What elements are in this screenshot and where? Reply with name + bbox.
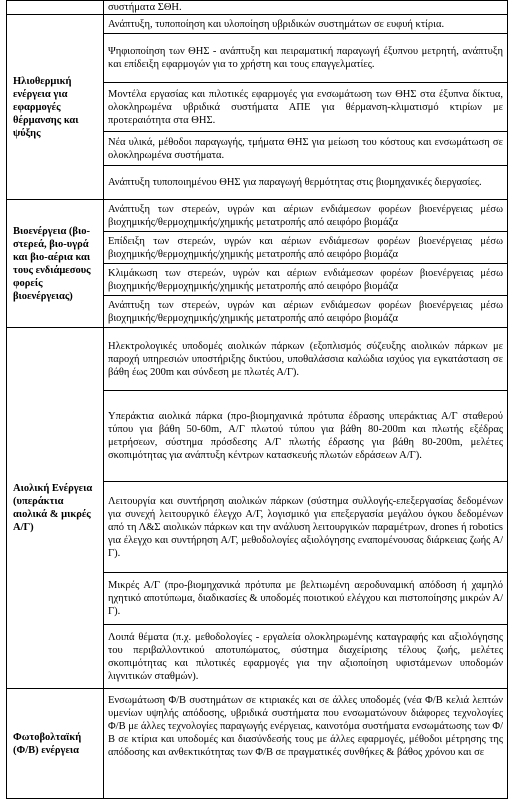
- item-cell: Υπεράκτια αιολικά πάρκα (προ-βιομηχανικά πρότυπα έδρασης υπεράκτιας Α/Γ σταθερού τύπου για βάθη 50-60m, Α/Γ πλωτού τύπου για βάθη 80-200m και πλωτής εξέδρας μετρήσεων, σύστημα πρόσδεσης Α/Γ πλωτής έδρασης για βάθη 80-200m, μελέτες σκοπιμότητας για ανάπτυξη κέντρων κατασκευής πλωτών εδράσεων Α/Γ).: [104, 391, 508, 482]
- item-cell: Κλιμάκωση των στερεών, υγρών και αέριων ενδιάμεσων φορέων βιοενέργειας μέσω βιοχημικής/θερμοχημικής/χημικής μετατροπής από αειφόρο βιομάζα: [104, 264, 508, 296]
- item-cell: Ενσωμάτωση Φ/Β συστημάτων σε κτιριακές και σε άλλες υποδομές (νέα Φ/Β κελιά λεπτών υμενίων υψηλής απόδοσης, υβριδικά συστήματα που ενσωματώνουν διάφορες τεχνολογίες Φ/Β με άλλες τεχνολογίες παραγωγής ενέργειας, καινοτόμα συστήματα ενσωμάτωσης των Φ/Β σε κτίρια και υποδομές και διασύνδεσής τους με άλλες εφαρμογές, μέθοδοι μέτρησης της απόδοσης και ανθεκτικότητας των Φ/Β σε πραγματικές συνθήκες & βάθος χρόνου και σε: [104, 689, 508, 799]
- document-page: [6, 0, 508, 799]
- category-cell: Ηλιοθερμική ενέργεια για εφαρμογές θέρμανσης και ψύξης: [7, 15, 104, 200]
- item-cell: Ηλεκτρολογικές υποδομές αιολικών πάρκων (εξοπλισμός σύζευξης αιολικών πάρκων με παροχή υπηρεσιών υποστήριξης δικτύου, υποθαλάσσια καλώδια ισχύος για εγκατάσταση σε βάθη έως 200m και σύνδεση με πλωτές Α/Γ).: [104, 328, 508, 391]
- category-cell: [7, 1, 104, 15]
- item-cell: Λοιπά θέματα (π.χ. μεθοδολογίες - εργαλεία ολοκληρωμένης καταγραφής και αξιολόγησης του περιβαλλοντικού αποτυπώματος, σύστημα διαχείρισης τέλους ζωής, μελέτες σκοπιμότητας και πιλοτικές εφαρμογές για την αξιοποίηση υφιστάμενων υποδομών λιγνιτικών σταθμών).: [104, 625, 508, 689]
- table-row: [7, 200, 508, 232]
- item-cell: Ανάπτυξη των στερεών, υγρών και αέριων ενδιάμεσων φορέων βιοενέργειας μέσω βιοχημικής/θερμοχημικής/χημικής μετατροπής από αειφόρο βιομάζα: [104, 200, 508, 232]
- item-cell: Ανάπτυξη των στερεών, υγρών και αέριων ενδιάμεσων φορέων βιοενέργειας μέσω βιοχημικής/θερμοχημικής/χημικής μετατροπής από αειφόρο βιομάζα: [104, 296, 508, 328]
- item-cell: Ανάπτυξη, τυποποίηση και υλοποίηση υβριδικών συστημάτων σε ευφυή κτίρια.: [104, 15, 508, 34]
- item-cell: Ανάπτυξη τυποποιημένου ΘΗΣ για παραγωγή θερμότητας στις βιομηχανικές διεργασίες.: [104, 166, 508, 200]
- table-row: [7, 1, 508, 15]
- item-cell: Νέα υλικά, μέθοδοι παραγωγής, τμήματα ΘΗΣ για μείωση του κόστους και ενσωμάτωση σε ολοκληρωμένα συστήματα.: [104, 132, 508, 166]
- category-cell: Φωτοβολταϊκή (Φ/Β) ενέργεια: [7, 689, 104, 799]
- table-row: [7, 328, 508, 391]
- item-cell: Ψηφιοποίηση των ΘΗΣ - ανάπτυξη και πειραματική παραγωγή έξυπνου μετρητή, ανάπτυξη και επίδειξη εφαρμογών για το χρήστη και τους επαγγελματίες.: [104, 34, 508, 83]
- table-row: [7, 689, 508, 799]
- item-cell: Επίδειξη των στερεών, υγρών και αέριων ενδιάμεσων φορέων βιοενέργειας μέσω βιοχημικής/θερμοχημικής/χημικής μετατροπής από αειφόρο βιομάζα: [104, 232, 508, 264]
- category-cell: Βιοενέργεια (βιο-στερεά, βιο-υγρά και βιο-αέρια και τους ενδιάμεσους φορείς βιοενέργειας): [7, 200, 104, 328]
- item-cell: Μικρές Α/Γ (προ-βιομηχανικά πρότυπα με βελτιωμένη αεροδυναμική απόδοση ή χαμηλό ηχητικό αποτύπωμα, διαδικασίες & υποδομές ποιοτικού ελέγχου και πιστοποίησης μικρών Α/Γ).: [104, 573, 508, 625]
- item-cell: Λειτουργία και συντήρηση αιολικών πάρκων (σύστημα συλλογής-επεξεργασίας δεδομένων για συνεχή λειτουργικό έλεγχο Α/Γ, λογισμικό για επεξεργασία μεγάλου όγκου δεδομένων από τη Λ&Σ αιολικών πάρκων και την ανάλυση λειτουργικών παραμέτρων, drones ή robotics για έλεγχο και συντήρηση Α/Γ, μεθοδολογίες αξιολόγησης εναπομένουσας διάρκειας ζωής Α/Γ).: [104, 482, 508, 573]
- category-cell: Αιολική Ενέργεια (υπεράκτια αιολικά & μικρές Α/Γ): [7, 328, 104, 689]
- research-topics-table: [6, 0, 508, 799]
- table-row: [7, 15, 508, 34]
- item-cell: συστήματα ΣΘΗ.: [104, 1, 508, 15]
- item-cell: Μοντέλα εργασίας και πιλοτικές εφαρμογές για ενσωμάτωση των ΘΗΣ στα έξυπνα δίκτυα, ολοκληρωμένα υβριδικά συστήματα ΑΠΕ για θέρμανση-κλιματισμό κτιρίων με προτεραιότητα στα ΘΗΣ.: [104, 83, 508, 132]
